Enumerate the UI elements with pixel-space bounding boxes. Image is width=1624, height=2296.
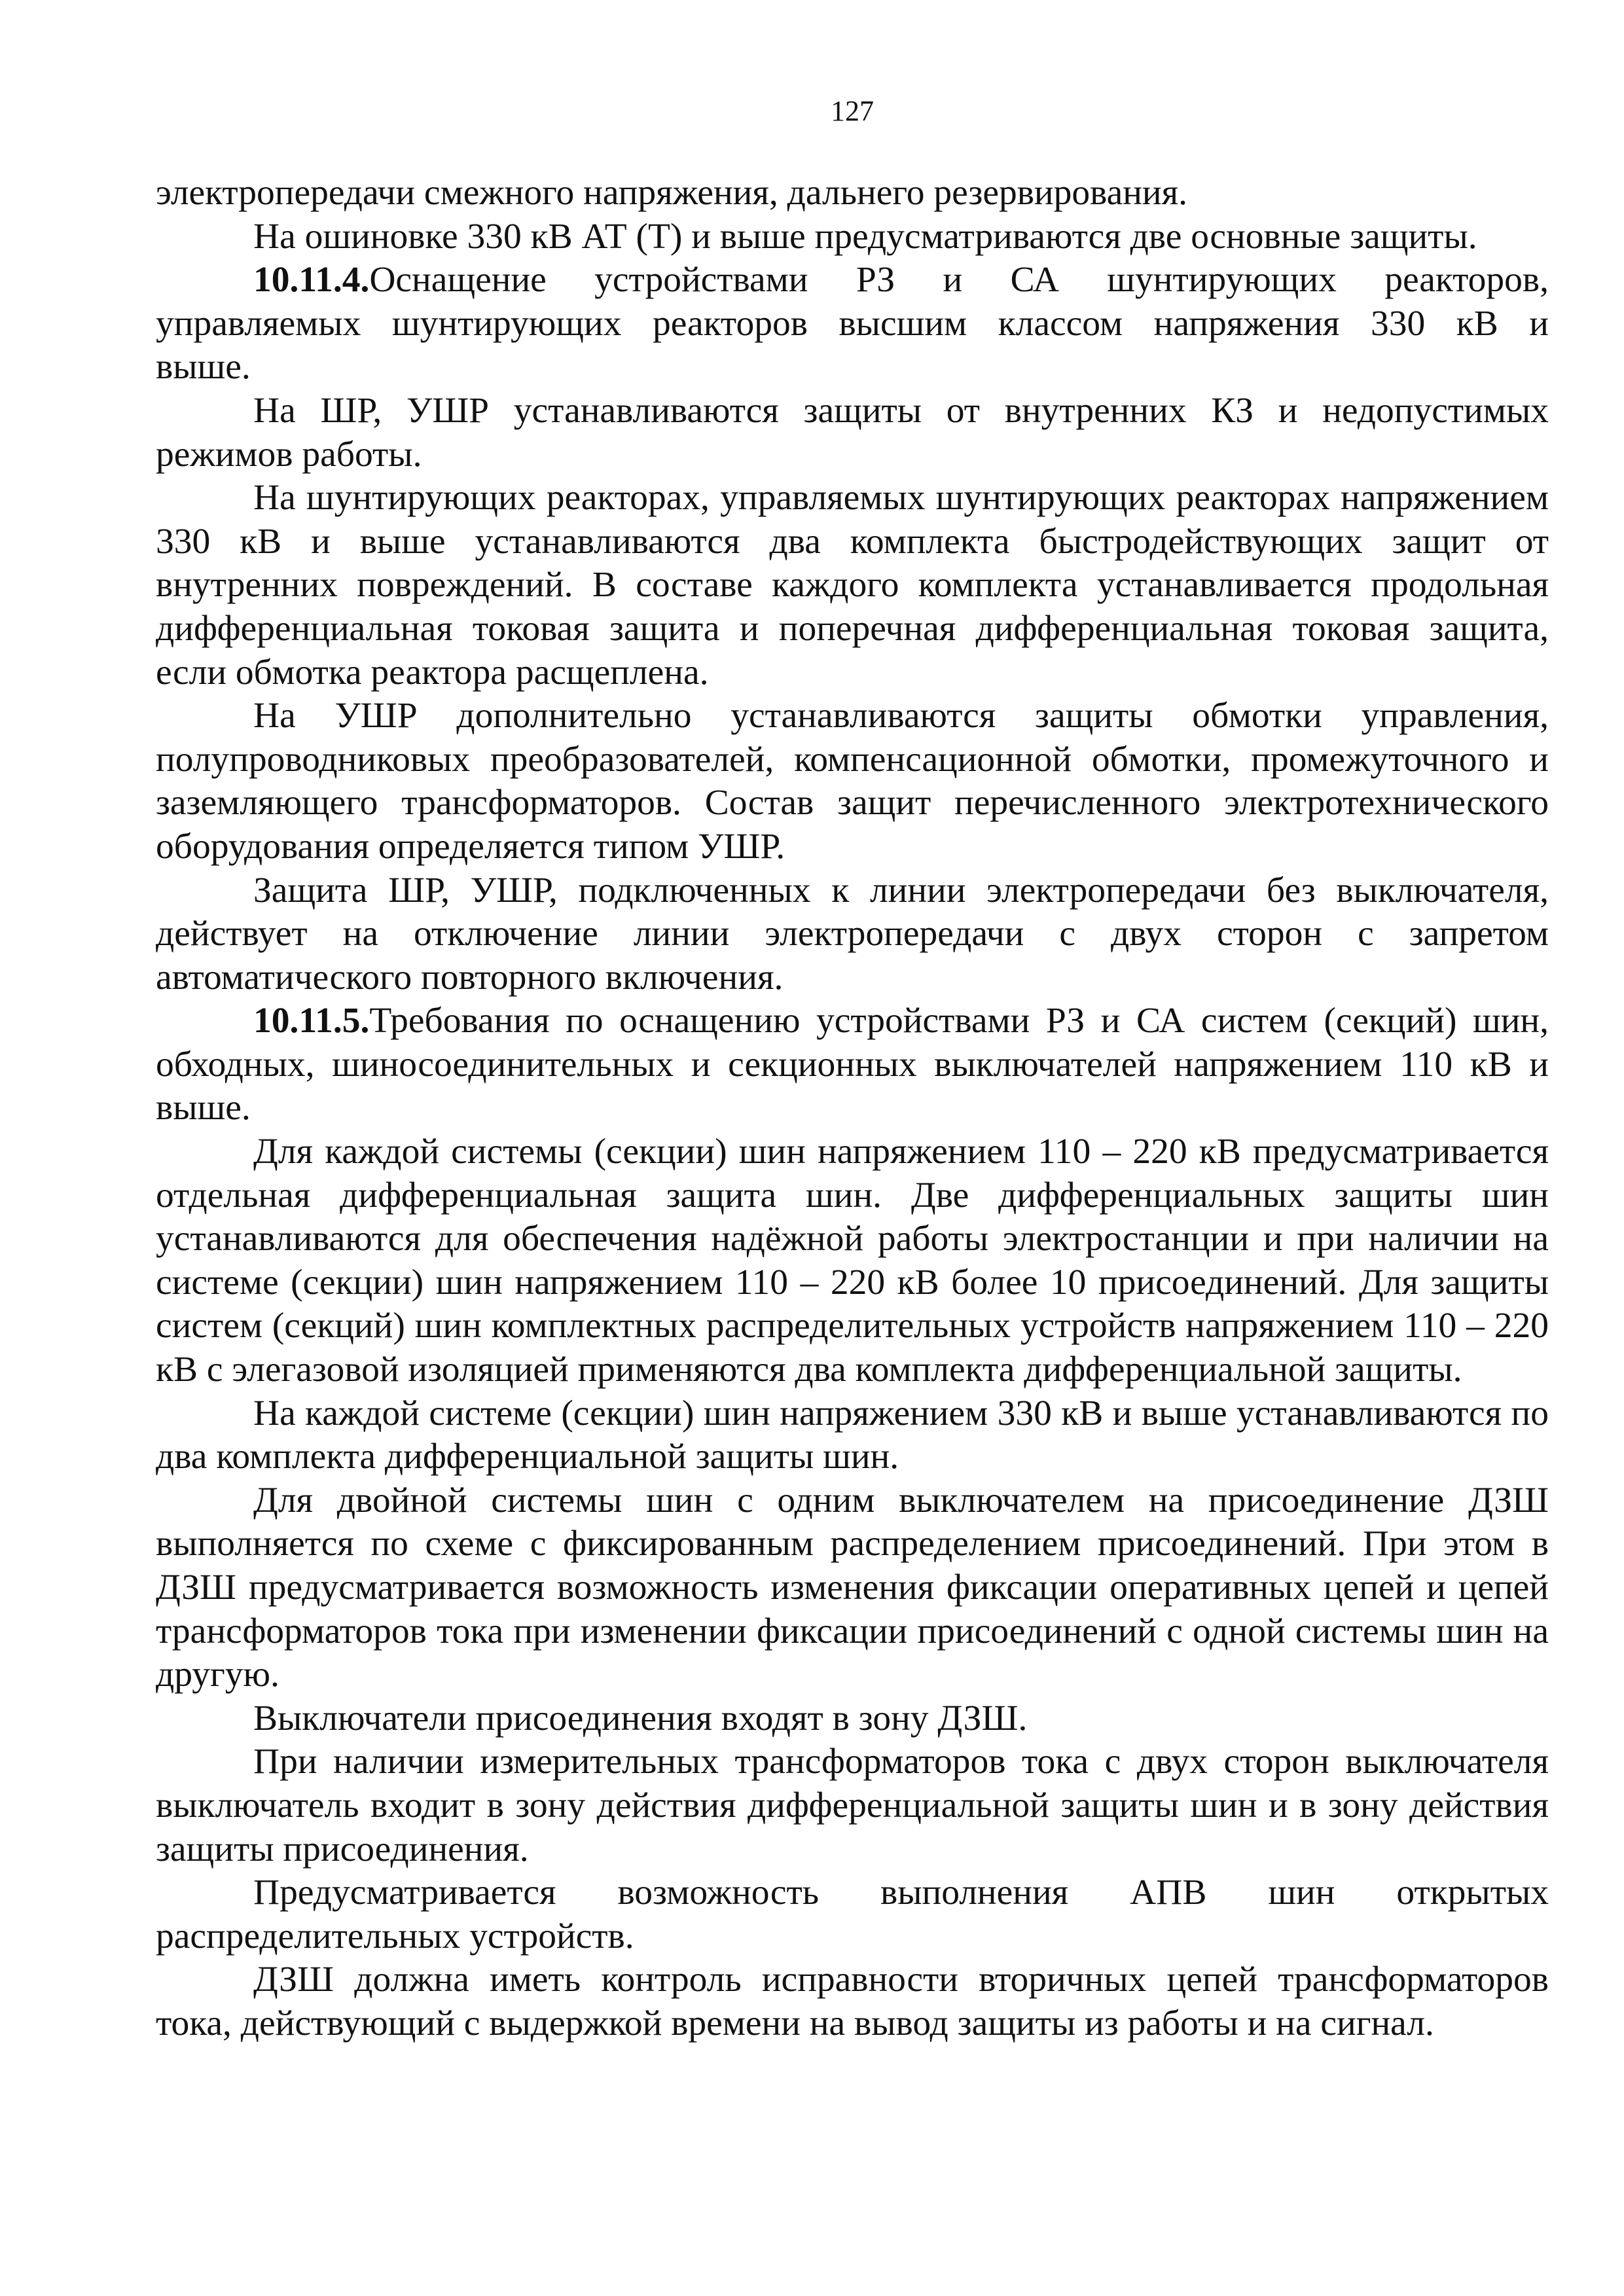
paragraph-bus-330kv: На каждой системе (секции) шин напряжением 330 кВ и выше устанавливаются по два комплекта дифференциальной защиты шин. [156,1393,1549,1477]
clause-10-11-4 [156,259,1549,389]
paragraph-double-bus: Для двойной системы шин с одним выключателем на присоединение ДЗШ выполняется по схеме с фиксированным распределением присоединений. При этом в ДЗШ предусматривается возможность изменения фиксации оперативных цепей и цепей трансформаторов тока при изменении фиксации присоединений с одной системы шин на другую. [156,1480,1549,1695]
page-number: 127 [831,95,874,127]
clause-number: 10.11.5. [253,1001,370,1041]
paragraph-reactor-line-trip: Защита ШР, УШР, подключенных к линии электропередачи без выключателя, действует на отключение линии электропередачи с двух сторон с запретом автоматического повторного включения. [156,870,1549,997]
paragraph-ushr-additional: На УШР дополнительно устанавливаются защиты обмотки управления, полупроводниковых преобразователей, компенсационной обмотки, промежуточного и заземляющего трансформаторов. Состав защит перечисленного электротехнического оборудования определяется типом УШР. [156,696,1549,867]
paragraph-continuation: электропередачи смежного напряжения, дальнего резервирования. [156,173,1188,213]
document-page [156,0,1549,2296]
paragraph-ct-monitoring: ДЗШ должна иметь контроль исправности вторичных цепей трансформаторов тока, действующий с выдержкой времени на вывод защиты из работы и на сигнал. [156,1960,1549,2043]
paragraph-reactor-protections: На ШР, УШР устанавливаются защиты от внутренних КЗ и недопустимых режимов работы. [156,390,1549,475]
clause-number: 10.11.4. [253,260,370,300]
paragraph-reactor-330kv: На шунтирующих реакторах, управляемых шунтирующих реакторах напряжением 330 кВ и выше устанавливаются два комплекта быстродействующих защит от внутренних повреждений. В составе каждого комплекта устанавливается продольная дифференциальная токовая защита и поперечная дифференциальная токовая защита, если обмотка реактора расщеплена. [156,478,1549,692]
paragraph-breakers-zone: Выключатели присоединения входят в зону ДЗШ. [253,1698,1028,1738]
paragraph-busbar-protection: На ошиновке 330 кВ АТ (Т) и выше предусматриваются две основные защиты. [253,216,1477,257]
clause-title: Требования по оснащению устройствами РЗ и СА систем (секций) шин, обходных, шиносоединительных и секционных выключателей напряжением 110 кВ и выше. [156,1001,1549,1128]
document-body [156,171,1549,2046]
paragraph-bus-110-220kv: Для каждой системы (секции) шин напряжением 110 – 220 кВ предусматривается отдельная дифференциальная защита шин. Две дифференциальных защиты шин устанавливаются для обеспечения надёжной работы электростанции и при наличии на системе (секции) шин напряжением 110 – 220 кВ более 10 присоединений. Для защиты систем (секций) шин комплектных распределительных устройств напряжением 110 – 220 кВ с элегазовой изоляцией применяются два комплекта дифференциальной защиты. [156,1132,1549,1390]
clause-10-11-5 [156,999,1549,1130]
paragraph-current-transformers: При наличии измерительных трансформаторов тока с двух сторон выключателя выключатель входит в зону действия дифференциальной защиты шин и в зону действия защиты присоединения. [156,1742,1549,1869]
paragraph-bus-reclosing: Предусматривается возможность выполнения АПВ шин открытых распределительных устройств. [156,1873,1549,1956]
clause-title: Оснащение устройствами РЗ и СА шунтирующих реакторов, управляемых шунтирующих реакторов высшим классом напряжения 330 кВ и выше. [156,260,1549,387]
